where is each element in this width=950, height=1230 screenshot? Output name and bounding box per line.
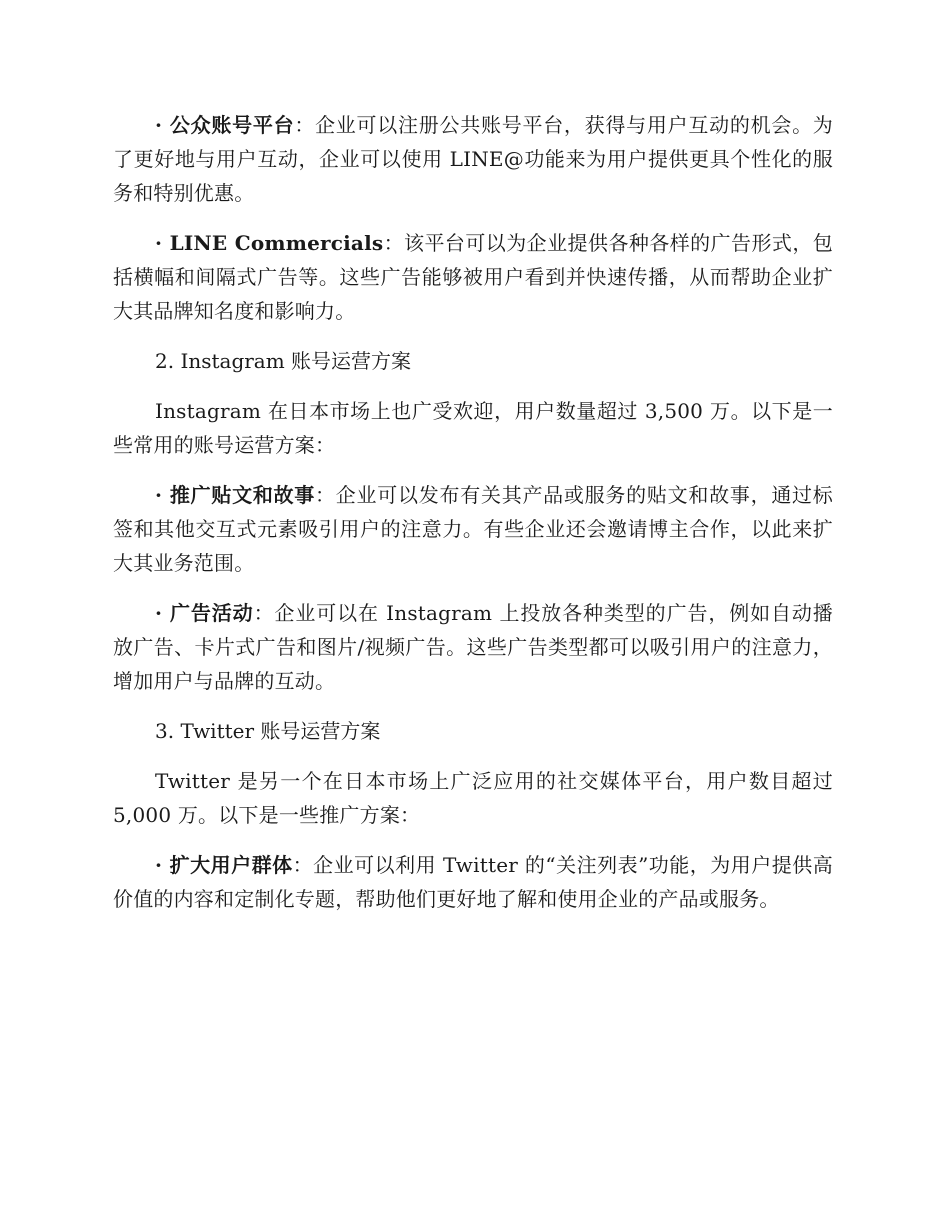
bullet-paragraph-expand-users	[113, 848, 833, 916]
bullet-text: 企业可以注册公共账号平台，获得与用户互动的机会。为了更好地与用户互动，企业可以使用 LINE@功能来为用户提供更具个性化的服务和特别优惠。	[113, 113, 834, 205]
bullet-term: · LINE Commercials	[155, 231, 384, 255]
term-separator: ：	[253, 601, 275, 625]
bullet-text: 该平台可以为企业提供各种各样的广告形式，包括横幅和间隔式广告等。这些广告能够被用户看到并快速传播，从而帮助企业扩大其品牌知名度和影响力。	[113, 231, 834, 323]
term-separator: ：	[315, 483, 336, 507]
bullet-paragraph-ad-campaigns	[113, 596, 833, 698]
section-heading-instagram: 2. Instagram 账号运营方案	[155, 349, 412, 373]
bullet-text: 企业可以发布有关其产品或服务的贴文和故事，通过标签和其他交互式元素吸引用户的注意力。有些企业还会邀请博主合作，以此来扩大其业务范围。	[113, 483, 833, 575]
bullet-paragraph-posts-stories	[113, 478, 833, 580]
bullet-paragraph-line-commercials	[113, 226, 833, 328]
paragraph-twitter-intro: Twitter 是另一个在日本市场上广泛应用的社交媒体平台，用户数目超过 5,000 万。以下是一些推广方案：	[113, 769, 833, 827]
bullet-term: · 公众账号平台	[155, 113, 295, 137]
bullet-term: · 广告活动	[155, 601, 254, 625]
document-page	[113, 108, 833, 932]
bullet-term: · 扩大用户群体	[155, 853, 293, 877]
term-separator: ：	[383, 231, 405, 255]
term-separator: ：	[294, 113, 316, 137]
section-heading-twitter: 3. Twitter 账号运营方案	[155, 719, 381, 743]
bullet-paragraph-public-account	[113, 108, 833, 210]
paragraph-instagram-intro: Instagram 在日本市场上也广受欢迎，用户数量超过 3,500 万。以下是一些常用的账号运营方案：	[113, 399, 833, 457]
bullet-text: 企业可以在 Instagram 上投放各种类型的广告，例如自动播放广告、卡片式广告和图片/视频广告。这些广告类型都可以吸引用户的注意力，增加用户与品牌的互动。	[113, 601, 833, 693]
bullet-text: 企业可以利用 Twitter 的“关注列表”功能，为用户提供高价值的内容和定制化专题，帮助他们更好地了解和使用企业的产品或服务。	[113, 853, 833, 911]
term-separator: ：	[292, 853, 314, 877]
bullet-term: · 推广贴文和故事	[155, 483, 316, 507]
